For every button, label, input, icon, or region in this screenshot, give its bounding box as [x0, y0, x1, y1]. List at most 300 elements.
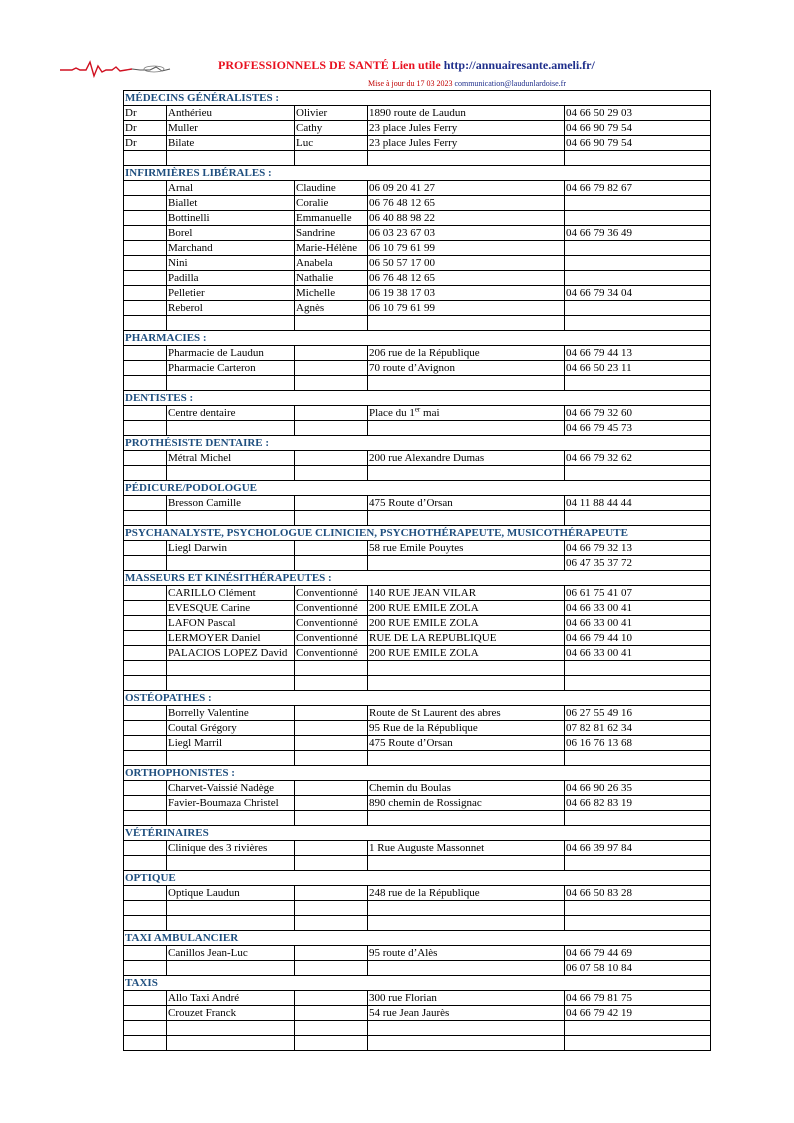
phone-cell: 04 66 79 32 60 — [565, 406, 711, 421]
name-cell — [167, 961, 295, 976]
address-cell: 475 Route d’Orsan — [368, 496, 565, 511]
ameli-link[interactable]: http://annuairesante.ameli.fr/ — [443, 58, 595, 72]
detail-cell: Nathalie — [295, 271, 368, 286]
table-row — [124, 451, 711, 466]
phone-cell — [565, 466, 711, 481]
detail-cell — [295, 361, 368, 376]
contact-email[interactable]: communication@laudunlardoise.fr — [454, 79, 566, 88]
name-cell: EVESQUE Carine — [167, 601, 295, 616]
detail-cell: Conventionné — [295, 616, 368, 631]
detail-cell: Conventionné — [295, 586, 368, 601]
address-cell: 06 40 88 98 22 — [368, 211, 565, 226]
address-cell: 200 RUE EMILE ZOLA — [368, 601, 565, 616]
section-title: VÉTÉRINAIRES — [124, 826, 711, 841]
detail-cell: Anabela — [295, 256, 368, 271]
section-title: PROTHÉSISTE DENTAIRE : — [124, 436, 711, 451]
detail-cell: Marie-Hélène — [295, 241, 368, 256]
address-cell: 206 rue de la République — [368, 346, 565, 361]
table-row — [124, 946, 711, 961]
title-cell — [124, 991, 167, 1006]
section-title: TAXIS — [124, 976, 711, 991]
phone-cell: 04 66 79 32 13 — [565, 541, 711, 556]
section-header — [124, 166, 711, 181]
name-cell: Pharmacie de Laudun — [167, 346, 295, 361]
phone-cell: 04 66 50 23 11 — [565, 361, 711, 376]
title-cell — [124, 706, 167, 721]
address-cell: 300 rue Florian — [368, 991, 565, 1006]
address-cell: 23 place Jules Ferry — [368, 136, 565, 151]
phone-cell — [565, 661, 711, 676]
detail-cell — [295, 661, 368, 676]
detail-cell: Luc — [295, 136, 368, 151]
name-cell: Liegl Marril — [167, 736, 295, 751]
name-cell: LAFON Pascal — [167, 616, 295, 631]
address-cell — [368, 556, 565, 571]
table-row — [124, 646, 711, 661]
section-header — [124, 931, 711, 946]
detail-cell: Olivier — [295, 106, 368, 121]
phone-cell: 04 66 50 29 03 — [565, 106, 711, 121]
name-cell — [167, 1036, 295, 1051]
detail-cell — [295, 406, 368, 421]
title-cell — [124, 1021, 167, 1036]
table-row — [124, 841, 711, 856]
update-date: Mise à jour du 17 03 2023 — [368, 79, 453, 88]
name-cell: Coutal Grégory — [167, 721, 295, 736]
address-cell: 54 rue Jean Jaurès — [368, 1006, 565, 1021]
link-label: Lien utile — [391, 58, 441, 72]
ekg-logo — [58, 58, 172, 80]
detail-cell — [295, 781, 368, 796]
title-cell — [124, 781, 167, 796]
address-cell: Place du 1er mai — [368, 406, 565, 421]
table-row — [124, 676, 711, 691]
detail-cell: Emmanuelle — [295, 211, 368, 226]
address-cell — [368, 421, 565, 436]
detail-cell — [295, 1021, 368, 1036]
name-cell — [167, 1021, 295, 1036]
table-row — [124, 286, 711, 301]
table-row — [124, 556, 711, 571]
address-cell: 23 place Jules Ferry — [368, 121, 565, 136]
title-cell — [124, 886, 167, 901]
detail-cell: Claudine — [295, 181, 368, 196]
phone-cell: 04 66 90 26 35 — [565, 781, 711, 796]
section-title: PSYCHANALYSTE, PSYCHOLOGUE CLINICIEN, PSYCHOTHÉRAPEUTE, MUSICOTHÉRAPEUTE — [124, 526, 711, 541]
name-cell: Pharmacie Carteron — [167, 361, 295, 376]
title-cell — [124, 211, 167, 226]
table-row — [124, 346, 711, 361]
table-row — [124, 211, 711, 226]
name-cell — [167, 376, 295, 391]
detail-cell — [295, 916, 368, 931]
detail-cell: Conventionné — [295, 646, 368, 661]
phone-cell — [565, 256, 711, 271]
phone-cell: 04 11 88 44 44 — [565, 496, 711, 511]
table-row — [124, 721, 711, 736]
table-row — [124, 991, 711, 1006]
phone-cell: 04 66 33 00 41 — [565, 601, 711, 616]
address-cell — [368, 151, 565, 166]
phone-cell: 04 66 33 00 41 — [565, 646, 711, 661]
address-cell — [368, 316, 565, 331]
phone-cell — [565, 901, 711, 916]
table-row — [124, 406, 711, 421]
address-cell: 200 rue Alexandre Dumas — [368, 451, 565, 466]
table-row — [124, 631, 711, 646]
phone-cell: 06 47 35 37 72 — [565, 556, 711, 571]
name-cell: Bilate — [167, 136, 295, 151]
detail-cell — [295, 376, 368, 391]
update-line — [368, 79, 566, 88]
address-cell: 06 76 48 12 65 — [368, 196, 565, 211]
name-cell — [167, 676, 295, 691]
name-cell: Bottinelli — [167, 211, 295, 226]
title-cell — [124, 226, 167, 241]
table-row — [124, 301, 711, 316]
address-cell: Route de St Laurent des abres — [368, 706, 565, 721]
table-row — [124, 136, 711, 151]
phone-cell: 04 66 79 44 69 — [565, 946, 711, 961]
address-cell: 70 route d’Avignon — [368, 361, 565, 376]
name-cell — [167, 556, 295, 571]
phone-cell: 04 66 79 34 04 — [565, 286, 711, 301]
title-cell — [124, 376, 167, 391]
table-row — [124, 616, 711, 631]
address-cell — [368, 676, 565, 691]
table-row — [124, 706, 711, 721]
detail-cell — [295, 346, 368, 361]
name-cell: Biallet — [167, 196, 295, 211]
section-title: OPTIQUE — [124, 871, 711, 886]
detail-cell — [295, 496, 368, 511]
detail-cell — [295, 736, 368, 751]
phone-cell: 04 66 33 00 41 — [565, 616, 711, 631]
table-row — [124, 736, 711, 751]
title-cell — [124, 541, 167, 556]
title-cell — [124, 511, 167, 526]
name-cell: Bresson Camille — [167, 496, 295, 511]
detail-cell — [295, 541, 368, 556]
name-cell: Centre dentaire — [167, 406, 295, 421]
detail-cell — [295, 991, 368, 1006]
detail-cell — [295, 676, 368, 691]
phone-cell — [565, 1021, 711, 1036]
section-title: OSTÉOPATHES : — [124, 691, 711, 706]
name-cell: PALACIOS LOPEZ David — [167, 646, 295, 661]
phone-cell — [565, 511, 711, 526]
table-row — [124, 1036, 711, 1051]
detail-cell — [295, 316, 368, 331]
phone-cell — [565, 151, 711, 166]
address-cell — [368, 376, 565, 391]
table-row — [124, 601, 711, 616]
table-row — [124, 856, 711, 871]
section-header — [124, 391, 711, 406]
address-cell — [368, 901, 565, 916]
title-cell: Dr — [124, 121, 167, 136]
title-cell — [124, 646, 167, 661]
detail-cell — [295, 901, 368, 916]
address-cell: 95 Rue de la République — [368, 721, 565, 736]
name-cell — [167, 856, 295, 871]
table-row — [124, 586, 711, 601]
name-cell: Pelletier — [167, 286, 295, 301]
phone-cell: 04 66 79 32 62 — [565, 451, 711, 466]
table-row — [124, 376, 711, 391]
title-cell — [124, 856, 167, 871]
title-cell — [124, 946, 167, 961]
title-cell — [124, 586, 167, 601]
name-cell: LERMOYER Daniel — [167, 631, 295, 646]
address-cell — [368, 961, 565, 976]
title-cell — [124, 196, 167, 211]
title-cell — [124, 256, 167, 271]
address-cell: 890 chemin de Rossignac — [368, 796, 565, 811]
phone-cell: 04 66 50 83 28 — [565, 886, 711, 901]
phone-cell — [565, 676, 711, 691]
name-cell: Canillos Jean-Luc — [167, 946, 295, 961]
section-header — [124, 976, 711, 991]
title-cell — [124, 616, 167, 631]
table-row — [124, 751, 711, 766]
section-title: DENTISTES : — [124, 391, 711, 406]
table-row — [124, 106, 711, 121]
title-cell — [124, 301, 167, 316]
address-cell — [368, 511, 565, 526]
title-cell — [124, 496, 167, 511]
table-row — [124, 781, 711, 796]
name-cell: Anthérieu — [167, 106, 295, 121]
address-cell — [368, 1021, 565, 1036]
detail-cell: Conventionné — [295, 601, 368, 616]
name-cell — [167, 811, 295, 826]
title-cell — [124, 556, 167, 571]
title-cell — [124, 451, 167, 466]
phone-cell: 04 66 90 79 54 — [565, 136, 711, 151]
detail-cell — [295, 961, 368, 976]
title-text: PROFESSIONNELS DE SANTÉ — [218, 58, 389, 72]
detail-cell — [295, 796, 368, 811]
phone-cell — [565, 916, 711, 931]
name-cell: Clinique des 3 rivières — [167, 841, 295, 856]
name-cell — [167, 466, 295, 481]
title-cell — [124, 316, 167, 331]
name-cell — [167, 151, 295, 166]
title-cell: Dr — [124, 106, 167, 121]
title-cell — [124, 721, 167, 736]
phone-cell: 06 07 58 10 84 — [565, 961, 711, 976]
phone-cell — [565, 196, 711, 211]
table-row — [124, 271, 711, 286]
section-header — [124, 766, 711, 781]
detail-cell — [295, 451, 368, 466]
detail-cell — [295, 841, 368, 856]
section-header — [124, 526, 711, 541]
phone-cell: 07 82 81 62 34 — [565, 721, 711, 736]
title-cell: Dr — [124, 136, 167, 151]
title-cell — [124, 631, 167, 646]
table-row — [124, 961, 711, 976]
name-cell: CARILLO Clément — [167, 586, 295, 601]
name-cell: Crouzet Franck — [167, 1006, 295, 1021]
section-title: TAXI AMBULANCIER — [124, 931, 711, 946]
section-header — [124, 571, 711, 586]
name-cell — [167, 916, 295, 931]
phone-cell: 04 66 39 97 84 — [565, 841, 711, 856]
title-cell — [124, 601, 167, 616]
section-header — [124, 871, 711, 886]
table-row — [124, 886, 711, 901]
table-row — [124, 316, 711, 331]
table-row — [124, 901, 711, 916]
phone-cell — [565, 271, 711, 286]
name-cell — [167, 661, 295, 676]
name-cell: Charvet-Vaissié Nadège — [167, 781, 295, 796]
address-cell — [368, 811, 565, 826]
detail-cell — [295, 886, 368, 901]
name-cell — [167, 751, 295, 766]
address-cell: 200 RUE EMILE ZOLA — [368, 616, 565, 631]
table-row — [124, 796, 711, 811]
name-cell: Allo Taxi André — [167, 991, 295, 1006]
phone-cell: 04 66 79 44 13 — [565, 346, 711, 361]
section-header — [124, 826, 711, 841]
phone-cell: 04 66 79 42 19 — [565, 1006, 711, 1021]
name-cell: Reberol — [167, 301, 295, 316]
title-cell — [124, 361, 167, 376]
phone-cell: 04 66 79 45 73 — [565, 421, 711, 436]
phone-cell — [565, 856, 711, 871]
detail-cell — [295, 1006, 368, 1021]
title-cell — [124, 151, 167, 166]
address-cell — [368, 916, 565, 931]
detail-cell: Agnès — [295, 301, 368, 316]
name-cell — [167, 511, 295, 526]
title-cell — [124, 676, 167, 691]
table-row — [124, 511, 711, 526]
section-header — [124, 691, 711, 706]
section-title: MASSEURS ET KINÉSITHÉRAPEUTES : — [124, 571, 711, 586]
detail-cell — [295, 151, 368, 166]
name-cell: Borel — [167, 226, 295, 241]
table-row — [124, 226, 711, 241]
table-row — [124, 241, 711, 256]
detail-cell: Conventionné — [295, 631, 368, 646]
table-row — [124, 811, 711, 826]
detail-cell: Michelle — [295, 286, 368, 301]
address-cell: 06 19 38 17 03 — [368, 286, 565, 301]
name-cell: Optique Laudun — [167, 886, 295, 901]
section-header — [124, 436, 711, 451]
table-row — [124, 661, 711, 676]
page-title — [218, 58, 595, 73]
address-cell: 95 route d’Alès — [368, 946, 565, 961]
table-row — [124, 1021, 711, 1036]
detail-cell: Cathy — [295, 121, 368, 136]
title-cell — [124, 1006, 167, 1021]
address-cell: 06 76 48 12 65 — [368, 271, 565, 286]
name-cell: Padilla — [167, 271, 295, 286]
name-cell: Liegl Darwin — [167, 541, 295, 556]
phone-cell: 04 66 79 82 67 — [565, 181, 711, 196]
section-title: INFIRMIÈRES LIBÉRALES : — [124, 166, 711, 181]
address-cell — [368, 661, 565, 676]
section-title: PHARMACIES : — [124, 331, 711, 346]
table-row — [124, 361, 711, 376]
detail-cell — [295, 511, 368, 526]
title-cell — [124, 751, 167, 766]
directory-table — [123, 90, 711, 1051]
name-cell: Favier-Boumaza Christel — [167, 796, 295, 811]
section-title: MÉDECINS GÉNÉRALISTES : — [124, 91, 711, 106]
phone-cell — [565, 301, 711, 316]
phone-cell — [565, 316, 711, 331]
title-cell — [124, 736, 167, 751]
name-cell: Nini — [167, 256, 295, 271]
name-cell: Arnal — [167, 181, 295, 196]
phone-cell: 04 66 79 81 75 — [565, 991, 711, 1006]
title-cell — [124, 346, 167, 361]
section-header — [124, 331, 711, 346]
table-row — [124, 121, 711, 136]
address-cell — [368, 856, 565, 871]
phone-cell: 04 66 79 44 10 — [565, 631, 711, 646]
address-cell — [368, 751, 565, 766]
address-cell — [368, 1036, 565, 1051]
phone-cell: 04 66 79 36 49 — [565, 226, 711, 241]
detail-cell — [295, 811, 368, 826]
section-header — [124, 481, 711, 496]
phone-cell — [565, 811, 711, 826]
detail-cell — [295, 706, 368, 721]
title-cell — [124, 661, 167, 676]
section-header — [124, 91, 711, 106]
section-title: PÉDICURE/PODOLOGUE — [124, 481, 711, 496]
title-cell — [124, 1036, 167, 1051]
detail-cell: Coralie — [295, 196, 368, 211]
table-row — [124, 196, 711, 211]
address-cell: 140 RUE JEAN VILAR — [368, 586, 565, 601]
title-cell — [124, 286, 167, 301]
address-cell: 475 Route d’Orsan — [368, 736, 565, 751]
address-cell — [368, 466, 565, 481]
detail-cell — [295, 556, 368, 571]
detail-cell — [295, 721, 368, 736]
name-cell — [167, 901, 295, 916]
phone-cell — [565, 211, 711, 226]
title-cell — [124, 271, 167, 286]
name-cell: Marchand — [167, 241, 295, 256]
address-cell: 06 10 79 61 99 — [368, 301, 565, 316]
detail-cell — [295, 421, 368, 436]
table-row — [124, 256, 711, 271]
address-cell: 06 10 79 61 99 — [368, 241, 565, 256]
table-row — [124, 151, 711, 166]
phone-cell — [565, 1036, 711, 1051]
title-cell — [124, 466, 167, 481]
address-cell: 1890 route de Laudun — [368, 106, 565, 121]
address-cell: RUE DE LA REPUBLIQUE — [368, 631, 565, 646]
phone-cell — [565, 376, 711, 391]
address-cell: 06 03 23 67 03 — [368, 226, 565, 241]
address-cell: 248 rue de la République — [368, 886, 565, 901]
phone-cell: 06 27 55 49 16 — [565, 706, 711, 721]
title-cell — [124, 181, 167, 196]
name-cell: Muller — [167, 121, 295, 136]
title-cell — [124, 916, 167, 931]
phone-cell: 04 66 82 83 19 — [565, 796, 711, 811]
